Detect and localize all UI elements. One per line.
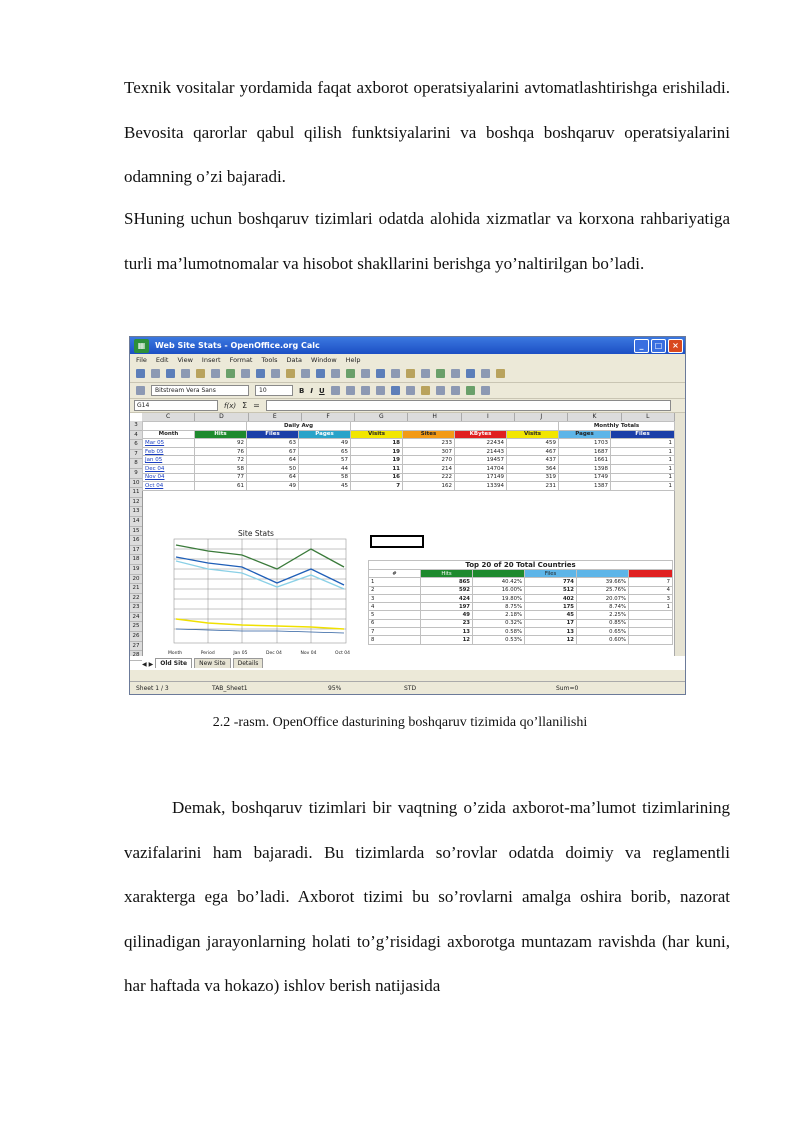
- table-cell: 58: [195, 464, 247, 473]
- top20-column-label: [577, 570, 629, 578]
- table-cell: 175: [525, 603, 577, 611]
- table-cell: 402: [525, 594, 577, 602]
- column-header[interactable]: H: [408, 413, 461, 421]
- row-header[interactable]: 21: [130, 584, 142, 594]
- chart-title: Site Stats: [238, 529, 274, 538]
- table-cell: 19457: [455, 456, 507, 465]
- row-header[interactable]: 10: [130, 479, 142, 489]
- row-header[interactable]: 20: [130, 575, 142, 585]
- spreadsheet-area[interactable]: [130, 413, 685, 670]
- print-icon[interactable]: [226, 369, 235, 378]
- stats-table: [142, 421, 675, 491]
- table-cell: 1: [629, 603, 673, 611]
- table-cell: 63: [247, 439, 299, 448]
- x-tick-label: Jan 05: [233, 651, 248, 656]
- percent-icon[interactable]: [421, 386, 430, 395]
- table-cell: 8.74%: [577, 603, 629, 611]
- row-header[interactable]: 28: [130, 651, 142, 661]
- table-cell: 1: [611, 473, 675, 482]
- table-cell: 49: [247, 482, 299, 491]
- row-header[interactable]: 6: [130, 440, 142, 450]
- table-cell: 214: [403, 464, 455, 473]
- table-row: [369, 628, 673, 636]
- table-row: [369, 636, 673, 644]
- column-label: Visits: [507, 430, 559, 439]
- column-header[interactable]: G: [355, 413, 408, 421]
- table-cell: 437: [507, 456, 559, 465]
- table-cell: 57: [299, 456, 351, 465]
- table-cell: 49: [299, 439, 351, 448]
- table-row: [369, 578, 673, 586]
- vertical-scrollbar[interactable]: [674, 413, 685, 656]
- app-icon: ▦: [134, 339, 149, 353]
- table-row: [143, 456, 675, 465]
- table-cell: 1398: [559, 464, 611, 473]
- find-icon[interactable]: [451, 369, 460, 378]
- undo-icon[interactable]: [346, 369, 355, 378]
- table-cell: 25.76%: [577, 586, 629, 594]
- table-cell: 50: [247, 464, 299, 473]
- merge-cells-icon[interactable]: [391, 386, 400, 395]
- table-cell: 13394: [455, 482, 507, 491]
- month-link[interactable]: Jan 05: [143, 456, 195, 465]
- table-cell: 0.53%: [473, 636, 525, 644]
- tab-prev-icon[interactable]: ◀: [142, 661, 147, 668]
- table-cell: 231: [507, 482, 559, 491]
- justify-icon[interactable]: [376, 386, 385, 395]
- column-header[interactable]: D: [195, 413, 248, 421]
- selected-cell[interactable]: [370, 535, 424, 548]
- menu-item-insert[interactable]: Insert: [201, 355, 221, 364]
- x-tick-label: Month: [168, 651, 183, 656]
- table-cell: 14704: [455, 464, 507, 473]
- table-cell: 364: [507, 464, 559, 473]
- table-cell: 16.00%: [473, 586, 525, 594]
- column-header[interactable]: I: [462, 413, 515, 421]
- row-header[interactable]: 24: [130, 613, 142, 623]
- table-cell: [629, 636, 673, 644]
- top20-header-row: [369, 570, 673, 578]
- navigator-icon[interactable]: [466, 369, 475, 378]
- table-cell: 4: [369, 603, 421, 611]
- table-cell: 307: [403, 447, 455, 456]
- table-cell: 1: [611, 464, 675, 473]
- table-cell: 1387: [559, 482, 611, 491]
- month-link[interactable]: Mar 05: [143, 439, 195, 448]
- top20-column-label: [629, 570, 673, 578]
- row-header[interactable]: 25: [130, 622, 142, 632]
- row-header[interactable]: 17: [130, 546, 142, 556]
- table-cell: 1749: [559, 473, 611, 482]
- table-cell: 20.07%: [577, 594, 629, 602]
- table-cell: 2: [369, 586, 421, 594]
- sheet-tab[interactable]: New Site: [194, 658, 231, 668]
- formula-bar: [130, 399, 685, 413]
- table-cell: 774: [525, 578, 577, 586]
- table-cell: [629, 611, 673, 619]
- table-row: [369, 619, 673, 627]
- font-name-box[interactable]: Bitstream Vera Sans: [151, 385, 249, 396]
- column-header[interactable]: J: [515, 413, 568, 421]
- table-cell: 18: [351, 439, 403, 448]
- align-right-icon[interactable]: [361, 386, 370, 395]
- table-row: [143, 439, 675, 448]
- email-icon[interactable]: [181, 369, 190, 378]
- maximize-icon[interactable]: □: [651, 339, 666, 353]
- row-header[interactable]: 9: [130, 469, 142, 479]
- table-cell: 865: [421, 578, 473, 586]
- column-label: Files: [611, 430, 675, 439]
- table-cell: 77: [195, 473, 247, 482]
- paragraph-2: SHuning uchun boshqaruv tizimlari odatda alohida xizmatlar va korxona rahbariyatiga turli ma’lumotnomalar va hisobot shakllarini berishga yo’naltirilgan bo’ladi.: [124, 209, 730, 273]
- table-cell: 40.42%: [473, 578, 525, 586]
- table-cell: [629, 628, 673, 636]
- minimize-icon[interactable]: _: [634, 339, 649, 353]
- styles-icon[interactable]: [136, 386, 145, 395]
- redo-icon[interactable]: [361, 369, 370, 378]
- menu-item-tools[interactable]: Tools: [261, 355, 278, 364]
- menu-item-file[interactable]: File: [136, 355, 147, 364]
- formatting-toolbar: [130, 383, 685, 399]
- menu-item-edit[interactable]: Edit: [155, 355, 169, 364]
- table-cell: 319: [507, 473, 559, 482]
- table-cell: 233: [403, 439, 455, 448]
- sheet-tabs: [142, 657, 263, 668]
- table-cell: 1: [611, 482, 675, 491]
- top-countries-table: [368, 560, 673, 645]
- row-header[interactable]: 22: [130, 594, 142, 604]
- table-cell: 17: [525, 619, 577, 627]
- column-label: Hits: [195, 430, 247, 439]
- table-cell: 45: [299, 482, 351, 491]
- row-header[interactable]: 13: [130, 507, 142, 517]
- openoffice-calc-screenshot: [129, 336, 686, 695]
- table-cell: 1703: [559, 439, 611, 448]
- table-cell: 162: [403, 482, 455, 491]
- month-link[interactable]: Nov 04: [143, 473, 195, 482]
- paste-icon[interactable]: [316, 369, 325, 378]
- table-cell: 23: [421, 619, 473, 627]
- cut-icon[interactable]: [286, 369, 295, 378]
- column-header[interactable]: L: [622, 413, 675, 421]
- chart-icon[interactable]: [421, 369, 430, 378]
- figure-caption: 2.2 -rasm. OpenOffice dasturining boshqaruv tizimida qo’llanilishi: [212, 715, 588, 730]
- chart-canvas: [160, 527, 352, 659]
- table-cell: 424: [421, 594, 473, 602]
- spellcheck-icon[interactable]: [256, 369, 265, 378]
- x-tick-label: Oct 04: [335, 651, 350, 656]
- table-cell: 13: [421, 628, 473, 636]
- status-tab: TAB_Sheet1: [212, 684, 248, 692]
- border-icon[interactable]: [466, 386, 475, 395]
- table-cell: 459: [507, 439, 559, 448]
- column-header[interactable]: F: [302, 413, 355, 421]
- column-label: Pages: [559, 430, 611, 439]
- table-cell: 49: [421, 611, 473, 619]
- table-cell: 7: [369, 628, 421, 636]
- menu-item-data[interactable]: Data: [286, 355, 303, 364]
- site-stats-chart[interactable]: [160, 527, 352, 659]
- table-cell: 0.60%: [577, 636, 629, 644]
- table-cell: 64: [247, 473, 299, 482]
- table-cell: 592: [421, 586, 473, 594]
- row-header[interactable]: 14: [130, 517, 142, 527]
- daily-avg-header: Daily Avg: [247, 422, 351, 431]
- table-cell: 0.85%: [577, 619, 629, 627]
- edit-icon[interactable]: [196, 369, 205, 378]
- decimal-icon[interactable]: [436, 386, 445, 395]
- table-cell: 92: [195, 439, 247, 448]
- column-label: KBytes: [455, 430, 507, 439]
- row-header[interactable]: 27: [130, 642, 142, 652]
- table-cell: 21443: [455, 447, 507, 456]
- row-header[interactable]: 12: [130, 498, 142, 508]
- row-header[interactable]: 23: [130, 603, 142, 613]
- name-box[interactable]: G14: [134, 400, 218, 411]
- sheet-tab[interactable]: Old Site: [155, 658, 192, 668]
- table-cell: 5: [369, 611, 421, 619]
- table-row: [369, 594, 673, 602]
- table-cell: 1: [369, 578, 421, 586]
- table-cell: 1: [611, 439, 675, 448]
- sort-desc-icon[interactable]: [406, 369, 415, 378]
- sort-asc-icon[interactable]: [391, 369, 400, 378]
- table-cell: 12: [421, 636, 473, 644]
- menu-bar: [130, 354, 685, 365]
- monthly-totals-header: Monthly Totals: [559, 422, 675, 431]
- row-header[interactable]: 8: [130, 459, 142, 469]
- column-label: Sites: [403, 430, 455, 439]
- month-link[interactable]: Feb 05: [143, 447, 195, 456]
- standard-toolbar: [130, 365, 685, 383]
- table-cell: 270: [403, 456, 455, 465]
- table-cell: 17149: [455, 473, 507, 482]
- table-cell: 512: [525, 586, 577, 594]
- table-row: [143, 447, 675, 456]
- tab-next-icon[interactable]: ▶: [148, 661, 154, 668]
- column-label: Files: [247, 430, 299, 439]
- table-cell: 76: [195, 447, 247, 456]
- column-header[interactable]: K: [568, 413, 621, 421]
- autospell-icon[interactable]: [271, 369, 280, 378]
- preview-icon[interactable]: [241, 369, 250, 378]
- open-icon[interactable]: [151, 369, 160, 378]
- table-cell: 19.80%: [473, 594, 525, 602]
- table-cell: 1661: [559, 456, 611, 465]
- table-cell: 3: [629, 594, 673, 602]
- row-header[interactable]: 4: [130, 431, 142, 441]
- table-cell: 8: [369, 636, 421, 644]
- table-cell: 7: [629, 578, 673, 586]
- align-center-icon[interactable]: [346, 386, 355, 395]
- top20-title: Top 20 of 20 Total Countries: [369, 561, 673, 570]
- table-cell: 1: [611, 456, 675, 465]
- status-sheet: Sheet 1 / 3: [136, 684, 169, 692]
- x-tick-label: Dec 04: [266, 651, 282, 656]
- month-link[interactable]: Dec 04: [143, 464, 195, 473]
- table-cell: 19: [351, 456, 403, 465]
- table-cell: 0.65%: [577, 628, 629, 636]
- chart-x-labels: [168, 651, 350, 656]
- format-paintbrush-icon[interactable]: [331, 369, 340, 378]
- table-cell: 19: [351, 447, 403, 456]
- row-header[interactable]: 16: [130, 536, 142, 546]
- table-row: [369, 586, 673, 594]
- table-cell: 8.75%: [473, 603, 525, 611]
- underline-button[interactable]: U: [318, 386, 325, 395]
- table-cell: 1687: [559, 447, 611, 456]
- bg-color-icon[interactable]: [481, 386, 490, 395]
- table-cell: 0.32%: [473, 619, 525, 627]
- row-header[interactable]: 3: [130, 421, 142, 431]
- table-cell: 12: [525, 636, 577, 644]
- window-title: Web Site Stats - OpenOffice.org Calc: [155, 341, 320, 350]
- window-titlebar: [130, 337, 685, 354]
- table-cell: 222: [403, 473, 455, 482]
- table-row: [143, 473, 675, 482]
- font-size-box[interactable]: 10: [255, 385, 293, 396]
- draw-icon[interactable]: [436, 369, 445, 378]
- table-cell: 6: [369, 619, 421, 627]
- table-cell: 72: [195, 456, 247, 465]
- table-row: [143, 464, 675, 473]
- save-icon[interactable]: [166, 369, 175, 378]
- table-cell: 39.66%: [577, 578, 629, 586]
- top20-column-label: #: [369, 570, 421, 578]
- row-header[interactable]: 7: [130, 450, 142, 460]
- x-tick-label: Nov 04: [300, 651, 317, 656]
- status-sum: Sum=0: [556, 684, 579, 692]
- table-cell: 2.25%: [577, 611, 629, 619]
- table-cell: 58: [299, 473, 351, 482]
- month-link[interactable]: Oct 04: [143, 482, 195, 491]
- table-cell: 64: [247, 456, 299, 465]
- row-header[interactable]: 15: [130, 527, 142, 537]
- menu-item-view[interactable]: View: [177, 355, 193, 364]
- gallery-icon[interactable]: [481, 369, 490, 378]
- table-cell: 13: [525, 628, 577, 636]
- table-header-row: [143, 430, 675, 439]
- menu-item-format[interactable]: Format: [229, 355, 253, 364]
- status-mode: STD: [404, 684, 417, 692]
- table-cell: 467: [507, 447, 559, 456]
- table-cell: 1: [611, 447, 675, 456]
- indent-icon[interactable]: [451, 386, 460, 395]
- column-label: Month: [143, 430, 195, 439]
- table-row: [369, 603, 673, 611]
- status-zoom: 95%: [328, 684, 342, 692]
- currency-icon[interactable]: [406, 386, 415, 395]
- x-tick-label: Period: [200, 651, 215, 656]
- paragraph-3: Demak, boshqaruv tizimlari bir vaqtning o’zida axborot-ma’lumot tizimlarining vazifalarini ham bajaradi. Bu tizimlarda so’rovlar odatda doimiy va reglamentli xarakterga ega bo’ladi. Axborot tizimi bu so’rovlarni amalga oshira borib, nazorat qilinadigan jarayonlarning holati to’g’risidagi axborotga muntazam ravishda (har kuni, har haftada va hokazo) ishlov berish natijasida: [124, 798, 730, 995]
- top20-column-label: Hits: [421, 570, 473, 578]
- menu-item-help[interactable]: Help: [345, 355, 361, 364]
- table-cell: 22434: [455, 439, 507, 448]
- row-header[interactable]: 11: [130, 488, 142, 498]
- sheet-tab[interactable]: Details: [233, 658, 264, 668]
- row-header[interactable]: 26: [130, 632, 142, 642]
- table-cell: 3: [369, 594, 421, 602]
- italic-button[interactable]: I: [310, 386, 313, 395]
- column-label: Pages: [299, 430, 351, 439]
- top20-column-label: [473, 570, 525, 578]
- bold-button[interactable]: B: [299, 386, 305, 395]
- sum-icon[interactable]: Σ: [242, 401, 248, 410]
- table-cell: 11: [351, 464, 403, 473]
- table-cell: 44: [299, 464, 351, 473]
- top20-column-label: Files: [525, 570, 577, 578]
- pdf-icon[interactable]: [211, 369, 220, 378]
- table-cell: 67: [247, 447, 299, 456]
- close-icon[interactable]: ×: [668, 339, 683, 353]
- table-cell: 2.18%: [473, 611, 525, 619]
- formula-input[interactable]: [266, 400, 671, 411]
- row-header[interactable]: 19: [130, 565, 142, 575]
- hyperlink-icon[interactable]: [376, 369, 385, 378]
- table-row: [369, 611, 673, 619]
- column-header[interactable]: E: [249, 413, 302, 421]
- table-cell: 16: [351, 473, 403, 482]
- table-cell: 0.58%: [473, 628, 525, 636]
- row-header[interactable]: 18: [130, 555, 142, 565]
- table-row: [143, 482, 675, 491]
- table-cell: 61: [195, 482, 247, 491]
- new-icon[interactable]: [136, 369, 145, 378]
- menu-item-window[interactable]: Window: [311, 355, 337, 364]
- zoom-icon[interactable]: [496, 369, 505, 378]
- copy-icon[interactable]: [301, 369, 310, 378]
- table-cell: 197: [421, 603, 473, 611]
- paragraph-1: Texnik vositalar yordamida faqat axborot operatsiyalarini avtomatlashtirishga erishiladi. Bevosita qarorlar qabul qilish funktsiyalarini va boshqa boshqaruv operatsiyalarini odamning o’zi bajaradi.: [124, 78, 730, 186]
- table-cell: 65: [299, 447, 351, 456]
- table-cell: 45: [525, 611, 577, 619]
- table-cell: [629, 619, 673, 627]
- equals-icon[interactable]: =: [253, 401, 260, 410]
- function-wizard-icon[interactable]: f(x): [224, 401, 237, 410]
- table-cell: 4: [629, 586, 673, 594]
- status-bar: [130, 681, 685, 694]
- table-cell: 7: [351, 482, 403, 491]
- column-header[interactable]: C: [142, 413, 195, 421]
- align-left-icon[interactable]: [331, 386, 340, 395]
- column-label: Visits: [351, 430, 403, 439]
